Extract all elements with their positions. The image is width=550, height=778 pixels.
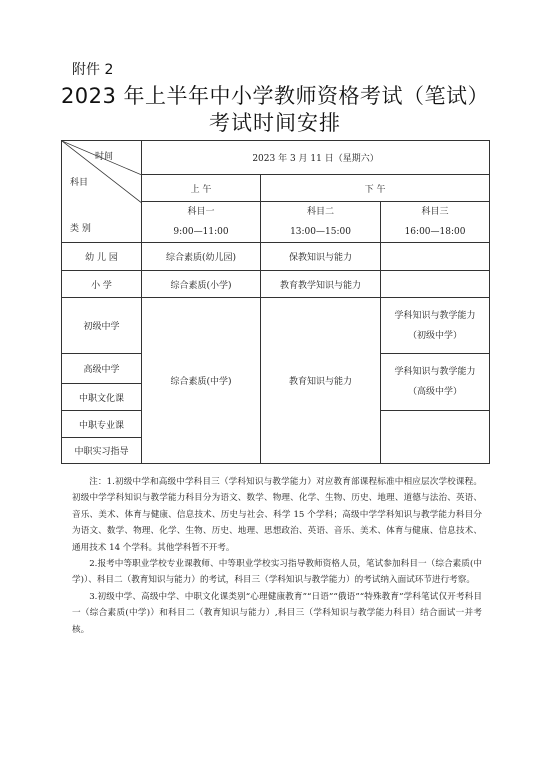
- row-primary: 小 学: [62, 271, 142, 298]
- senior-subject3-line2: （高级中学）: [408, 387, 463, 397]
- header-subject: 科目: [70, 178, 89, 188]
- row-vocational-culture: 中职文化课: [62, 384, 142, 411]
- row-vocational-internship: 中职实习指导: [62, 438, 142, 464]
- senior-subject3: [381, 354, 490, 411]
- subject2-time: 13:00—15:00: [290, 227, 351, 237]
- primary-subject3: [381, 271, 490, 298]
- subject3-time: 16:00—18:00: [404, 227, 466, 237]
- document-subtitle: 考试时间安排: [209, 111, 341, 135]
- junior-subject3-line1: 学科知识与教学能力: [394, 310, 476, 321]
- notes-section: [72, 474, 482, 638]
- senior-subject3-line1: 学科知识与教学能力: [394, 367, 476, 377]
- subject2-name: 科目二: [306, 207, 334, 217]
- note-2: 2.报考中等职业学校专业课教师、中等职业学校实习指导教师资格人员，笔试参加科目一（综合素质(中学)）、科目二（教育知识与能力）的考试，科目三（学科知识与教学能力）的考试纳入面试环节进行考察。: [72, 559, 482, 586]
- row-junior-middle: 初级中学: [62, 298, 142, 354]
- kindergarten-subject3: [381, 243, 490, 271]
- junior-subject3-line2: （初级中学）: [408, 330, 463, 341]
- subject1-name: 科目一: [187, 207, 215, 217]
- exam-schedule-table: [61, 140, 490, 464]
- row-vocational-major: 中职专业课: [62, 411, 142, 438]
- afternoon-label: 下 午: [261, 175, 490, 202]
- header-time: 时间: [94, 152, 113, 162]
- attachment-label: 附件 2: [72, 62, 114, 78]
- document-title: 2023 年上半年中小学教师资格考试（笔试）: [60, 84, 490, 108]
- subject1-time: 9:00—11:00: [173, 227, 229, 237]
- subject1-header: [142, 202, 261, 243]
- subject3-header: [381, 202, 490, 243]
- header-category: 类 别: [70, 224, 91, 234]
- subject3-name: 科目三: [421, 207, 449, 217]
- middle-subject2: 教育知识与能力: [261, 298, 381, 464]
- note-1: 注：1.初级中学和高级中学科目三（学科知识与教学能力）对应教育部课程标准中相应层次学校课程。初级中学学科知识与教学能力科目分为语文、数学、物理、化学、生物、历史、地理、道德与法治、英语、音乐、美术、体育与健康、信息技术、历史与社会、科学 15 个学科；高级中学学科知识与教学能力科目分为语文、数学、物理、化学、生物、历史、地理、思想政治、英语、音乐、美术、体育与健康、信息技术、通用技术 14 个学科。其他学科暂不开考。: [72, 477, 482, 553]
- note-3: 3.初级中学、高级中学、中职文化课类别“心理健康教育”“日语”“俄语”“特殊教育”学科笔试仅开考科目一（综合素质(中学)）和科目二（教育知识与能力）,科目三（学科知识与教学能力科目）结合面试一并考核。: [72, 591, 482, 635]
- morning-label: 上 午: [142, 175, 261, 202]
- kindergarten-subject1: 综合素质(幼儿园): [142, 243, 261, 271]
- primary-subject2: 教育教学知识与能力: [261, 271, 381, 298]
- exam-date: 2023 年 3 月 11 日（星期六）: [142, 141, 490, 175]
- kindergarten-subject2: 保教知识与能力: [261, 243, 381, 271]
- row-senior-middle: 高级中学: [62, 354, 142, 384]
- middle-subject1: 综合素质(中学): [142, 298, 261, 464]
- subject2-header: [261, 202, 381, 243]
- vocational-subject3: [381, 411, 490, 464]
- header-diagonal-cell: [62, 141, 142, 243]
- junior-subject3: [381, 298, 490, 354]
- primary-subject1: 综合素质(小学): [142, 271, 261, 298]
- row-kindergarten: 幼 儿 园: [62, 243, 142, 271]
